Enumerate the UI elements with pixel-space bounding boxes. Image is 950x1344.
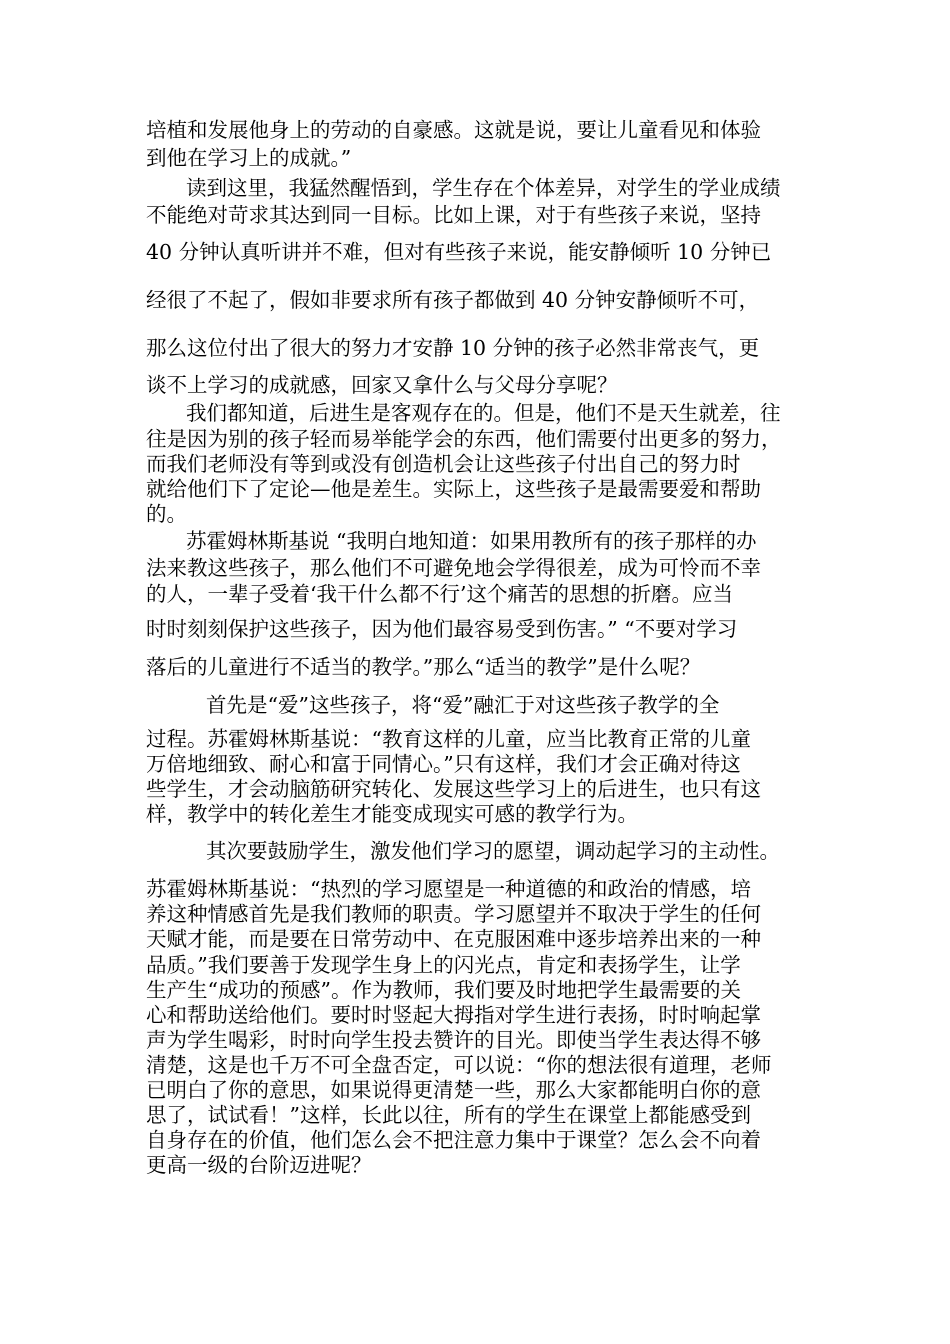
text-line: 养这种情感首先是我们教师的职责。学习愿望并不取决于学生的任何: [146, 902, 761, 926]
text-line: 落后的儿童进行不适当的教学。”那么“适当的教学”是什么呢？: [146, 655, 701, 679]
text-line: 谈不上学习的成就感，回家又拿什么与父母分享呢？: [146, 373, 618, 397]
text-line: 声为学生喝彩，时时向学生投去赞许的目光。即使当学生表达得不够: [146, 1028, 761, 1052]
text-line: 不能绝对苛求其达到同一目标。比如上课，对于有些孩子来说，坚持: [146, 203, 761, 227]
text-line: 而我们老师没有等到或没有创造机会让这些孩子付出自己的努力时: [146, 452, 741, 476]
text-line: 其次要鼓励学生，激发他们学习的愿望，调动起学习的主动性。: [206, 839, 780, 863]
text-line: 的。: [146, 502, 187, 526]
text-line: 清楚，这是也千万不可全盘否定，可以说：“你的想法很有道理，老师: [146, 1053, 772, 1077]
text-line: 已明白了你的意思，如果说得更清楚一些，那么大家都能明白你的意: [146, 1078, 761, 1102]
text-line: 那么这位付出了很大的努力才安静 10 分钟的孩子必然非常丧气，更: [146, 336, 760, 360]
text-line: 样，教学中的转化差生才能变成现实可感的教学行为。: [146, 802, 638, 826]
text-line: 品质。”我们要善于发现学生身上的闪光点，肯定和表扬学生，让学: [146, 953, 741, 977]
text-line: 自身存在的价值，他们怎么会不把注意力集中于课堂？怎么会不向着: [146, 1128, 761, 1152]
text-line: 些学生，才会动脑筋研究转化、发展这些学习上的后进生，也只有这: [146, 777, 761, 801]
text-line: 心和帮助送给他们。要时时竖起大拇指对学生进行表扬，时时响起掌: [146, 1003, 761, 1027]
text-line: 更高一级的台阶迈进呢？: [146, 1153, 372, 1177]
text-line: 思了，试试看！”这样，长此以往，所有的学生在课堂上都能感受到: [146, 1103, 751, 1127]
text-line: 首先是“爱”这些孩子，将“爱”融汇于对这些孩子教学的全: [206, 693, 720, 717]
text-line: 法来教这些孩子，那么他们不可避免地会学得很差，成为可怜而不幸: [146, 556, 761, 580]
text-line: 过程。苏霍姆林斯基说：“教育这样的儿童，应当比教育正常的儿童: [146, 727, 751, 751]
text-line: 往是因为别的孩子轻而易举能学会的东西，他们需要付出更多的努力，: [146, 427, 782, 451]
text-line: 40 分钟认真听讲并不难，但对有些孩子来说，能安静倾听 10 分钟已: [146, 240, 772, 264]
text-line: 苏霍姆林斯基说 “我明白地知道：如果用教所有的孩子那样的办: [186, 529, 757, 553]
text-line: 我们都知道，后进生是客观存在的。但是，他们不是天生就差，往: [186, 401, 781, 425]
text-line: 生产生“成功的预感”。作为教师，我们要及时地把学生最需要的关: [146, 978, 741, 1002]
text-line: 读到这里，我猛然醒悟到，学生存在个体差异，对学生的学业成绩: [186, 176, 781, 200]
text-line: 培植和发展他身上的劳动的自豪感。这就是说，要让儿童看见和体验: [146, 118, 761, 142]
text-line: 苏霍姆林斯基说：“热烈的学习愿望是一种道德的和政治的情感，培: [146, 877, 751, 901]
text-line: 时时刻刻保护这些孩子，因为他们最容易受到伤害。” “不要对学习: [146, 617, 738, 641]
text-line: 的人，一辈子受着‘我干什么都不行’这个痛苦的思想的折磨。应当: [146, 582, 734, 606]
text-line: 经很了不起了，假如非要求所有孩子都做到 40 分钟安静倾听不可，: [146, 288, 760, 312]
text-line: 天赋才能，而是要在日常劳动中、在克服困难中逐步培养出来的一种: [146, 927, 761, 951]
text-line: 万倍地细致、耐心和富于同情心。”只有这样，我们才会正确对待这: [146, 752, 741, 776]
text-line: 到他在学习上的成就。”: [146, 146, 352, 170]
text-line: 就给他们下了定论—他是差生。实际上，这些孩子是最需要爱和帮助: [146, 477, 761, 501]
